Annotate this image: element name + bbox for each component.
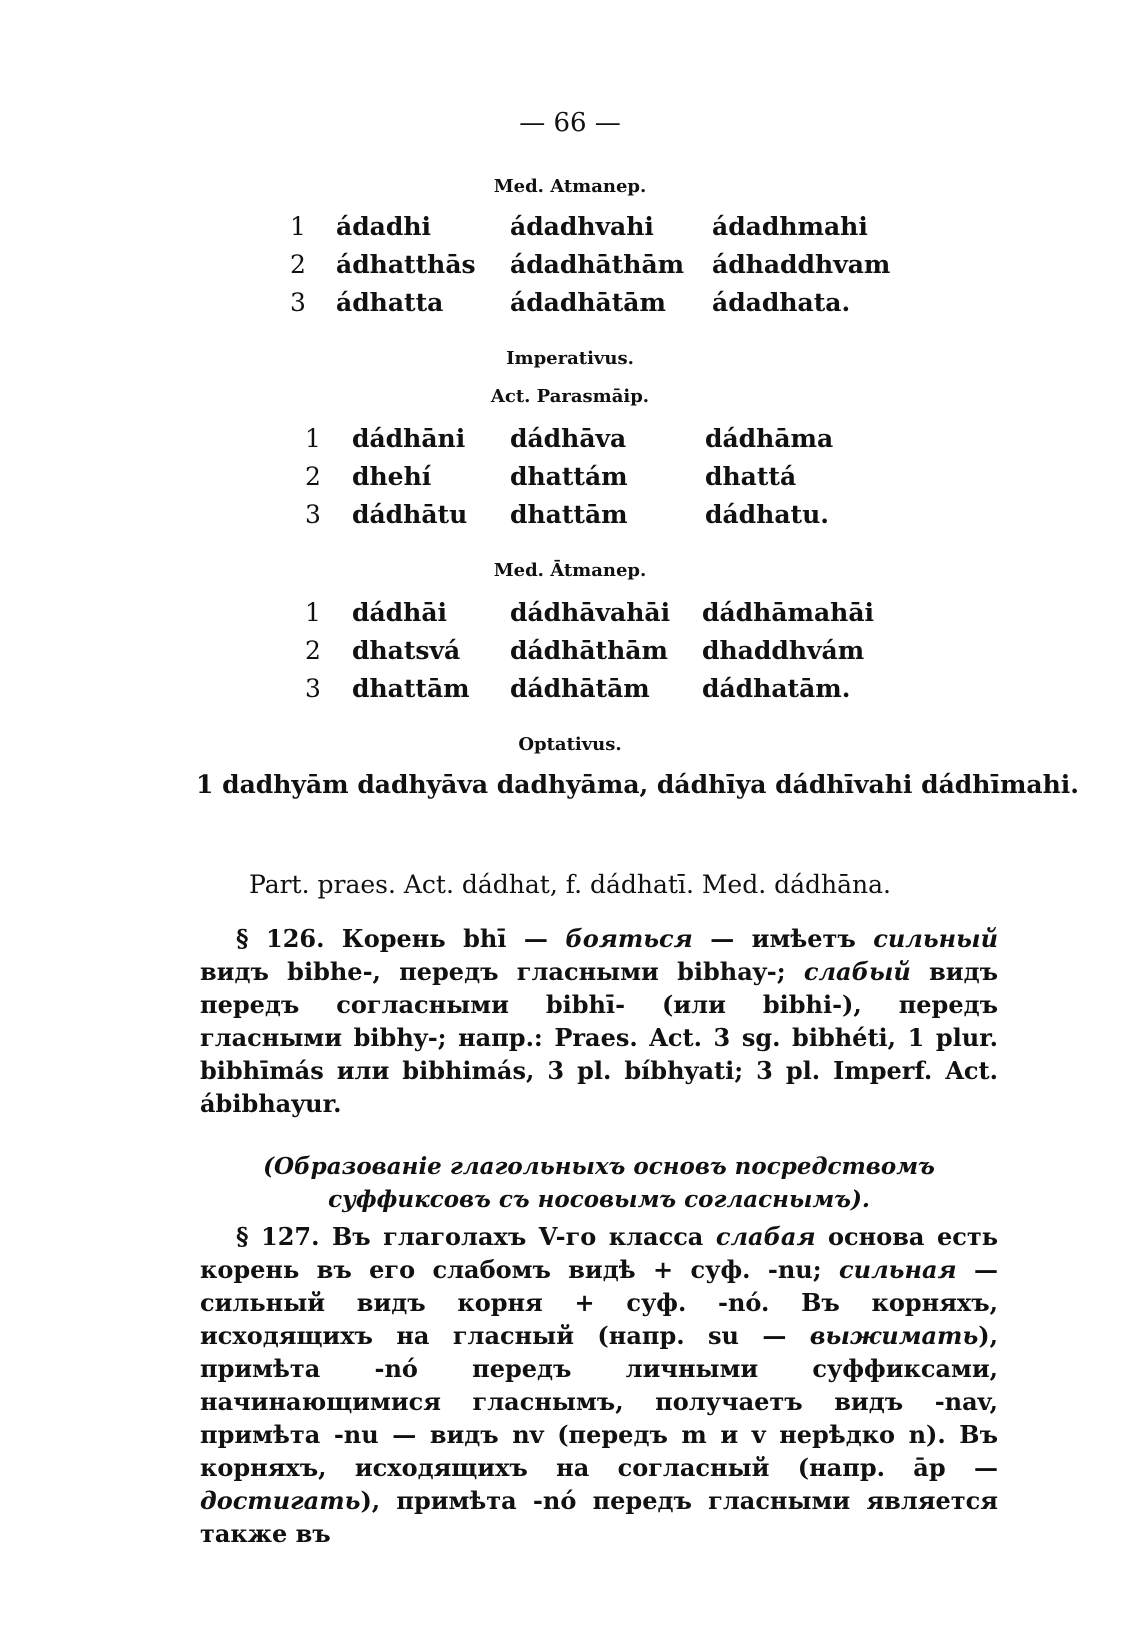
row-number: 3 (290, 288, 306, 317)
row-number: 2 (305, 462, 321, 491)
text-run: видъ bibhe-, передъ гласными bibhay-; (200, 957, 804, 986)
form-cell: dhehí (352, 462, 432, 491)
text-run: ), примѣта -nó передъ личными суффиксами, начинающимися гласнымъ, получаетъ видъ -nav, примѣта -nu — видъ nv (передъ m и v нерѣдко n). Въ корняхъ, исходящихъ на согласный (напр. āp — (200, 1321, 998, 1482)
row-number: 3 (305, 674, 321, 703)
text-run: — имѣетъ (692, 924, 874, 953)
subheading: (Образованіе глагольныхъ основъ посредствомъ суффиксовъ съ носовымъ согласнымъ). (263, 1153, 935, 1213)
form-cell: ádadhāthām (510, 250, 685, 279)
med-atmanep-heading-2: Med. Ātmanep. (493, 560, 647, 581)
row-number: 2 (290, 250, 306, 279)
italic-term: выжимать (809, 1321, 979, 1350)
form-cell: dádhāthām (510, 636, 668, 665)
form-cell: ádhatta (336, 288, 444, 317)
row-number: 1 (290, 212, 306, 241)
form-cell: dádhāmahāi (702, 598, 875, 627)
form-cell: dhattām (352, 674, 470, 703)
row-number: 1 (305, 424, 321, 453)
italic-term: сильная (839, 1255, 957, 1284)
form-cell: ádhaddhvam (712, 250, 891, 279)
form-cell: ádadhātām (510, 288, 666, 317)
form-cell: dhattám (510, 462, 628, 491)
imperativus-heading: Imperativus. (506, 348, 634, 369)
form-cell: dhaddhvám (702, 636, 865, 665)
italic-term: бояться (565, 924, 693, 953)
form-cell: dádhāvahāi (510, 598, 671, 627)
text-run: видъ передъ согласными bibhī- (или bibhi-), передъ гласными bibhy-; напр.: Praes. Act. 3 sg. bibhéti, 1 plur. bibhīmás или bibhimás, 3 pl. bíbhyati; 3 pl. Imperf. Act. ábibhayur. (200, 957, 998, 1118)
row-number: 3 (305, 500, 321, 529)
form-cell: ádadhmahi (712, 212, 868, 241)
form-cell: dádhātu (352, 500, 468, 529)
form-cell: dádhāva (510, 424, 627, 453)
text-run: ), примѣта -nó передъ гласными является также въ (200, 1486, 998, 1548)
form-cell: dhattá (705, 462, 797, 491)
italic-term: слабый (803, 957, 911, 986)
italic-term: слабая (715, 1222, 816, 1251)
optativus-line: 1 dadhyām dadhyāva dadhyāma, dádhīya dádhīvahi dádhīmahi. (196, 770, 1079, 799)
text-run: Корень bhī — (324, 924, 566, 953)
section-mark: § 127. (236, 1222, 320, 1251)
optativus-heading: Optativus. (518, 734, 622, 755)
form-cell: dádhatu. (705, 500, 829, 529)
section-126-paragraph (200, 922, 998, 1120)
italic-term: сильный (873, 924, 999, 953)
section-mark: § 126. (236, 924, 325, 953)
form-cell: ádadhi (336, 212, 432, 241)
form-cell: dádhāma (705, 424, 834, 453)
form-cell: dádhāni (352, 424, 466, 453)
act-parasmaip-heading: Act. Parasmāip. (490, 386, 650, 407)
form-cell: dhattām (510, 500, 628, 529)
form-cell: dhatsvá (352, 636, 461, 665)
form-cell: ádhatthās (336, 250, 476, 279)
section-127-paragraph (200, 1220, 998, 1550)
text-run: Въ глаголахъ V-го класса (319, 1222, 716, 1251)
form-cell: ádadhvahi (510, 212, 654, 241)
form-cell: dádhāi (352, 598, 448, 627)
form-cell: dádhātām (510, 674, 650, 703)
italic-term: достигать (200, 1486, 361, 1515)
form-cell: ádadhata. (712, 288, 851, 317)
row-number: 1 (305, 598, 321, 627)
page-number: — 66 — (519, 108, 621, 138)
med-atmanep-heading: Med. Atmanep. (493, 176, 647, 197)
form-cell: dádhatām. (702, 674, 851, 703)
participle-line: Part. praes. Act. dádhat, f. dádhatī. Med. dádhāna. (249, 870, 891, 899)
text-run: — сильный видъ корня + суф. -nó. Въ корняхъ, исходящихъ на гласный (напр. su — (200, 1255, 999, 1350)
text-run: основа есть корень въ его слабомъ видѣ + суф. -nu; (200, 1222, 998, 1284)
row-number: 2 (305, 636, 321, 665)
